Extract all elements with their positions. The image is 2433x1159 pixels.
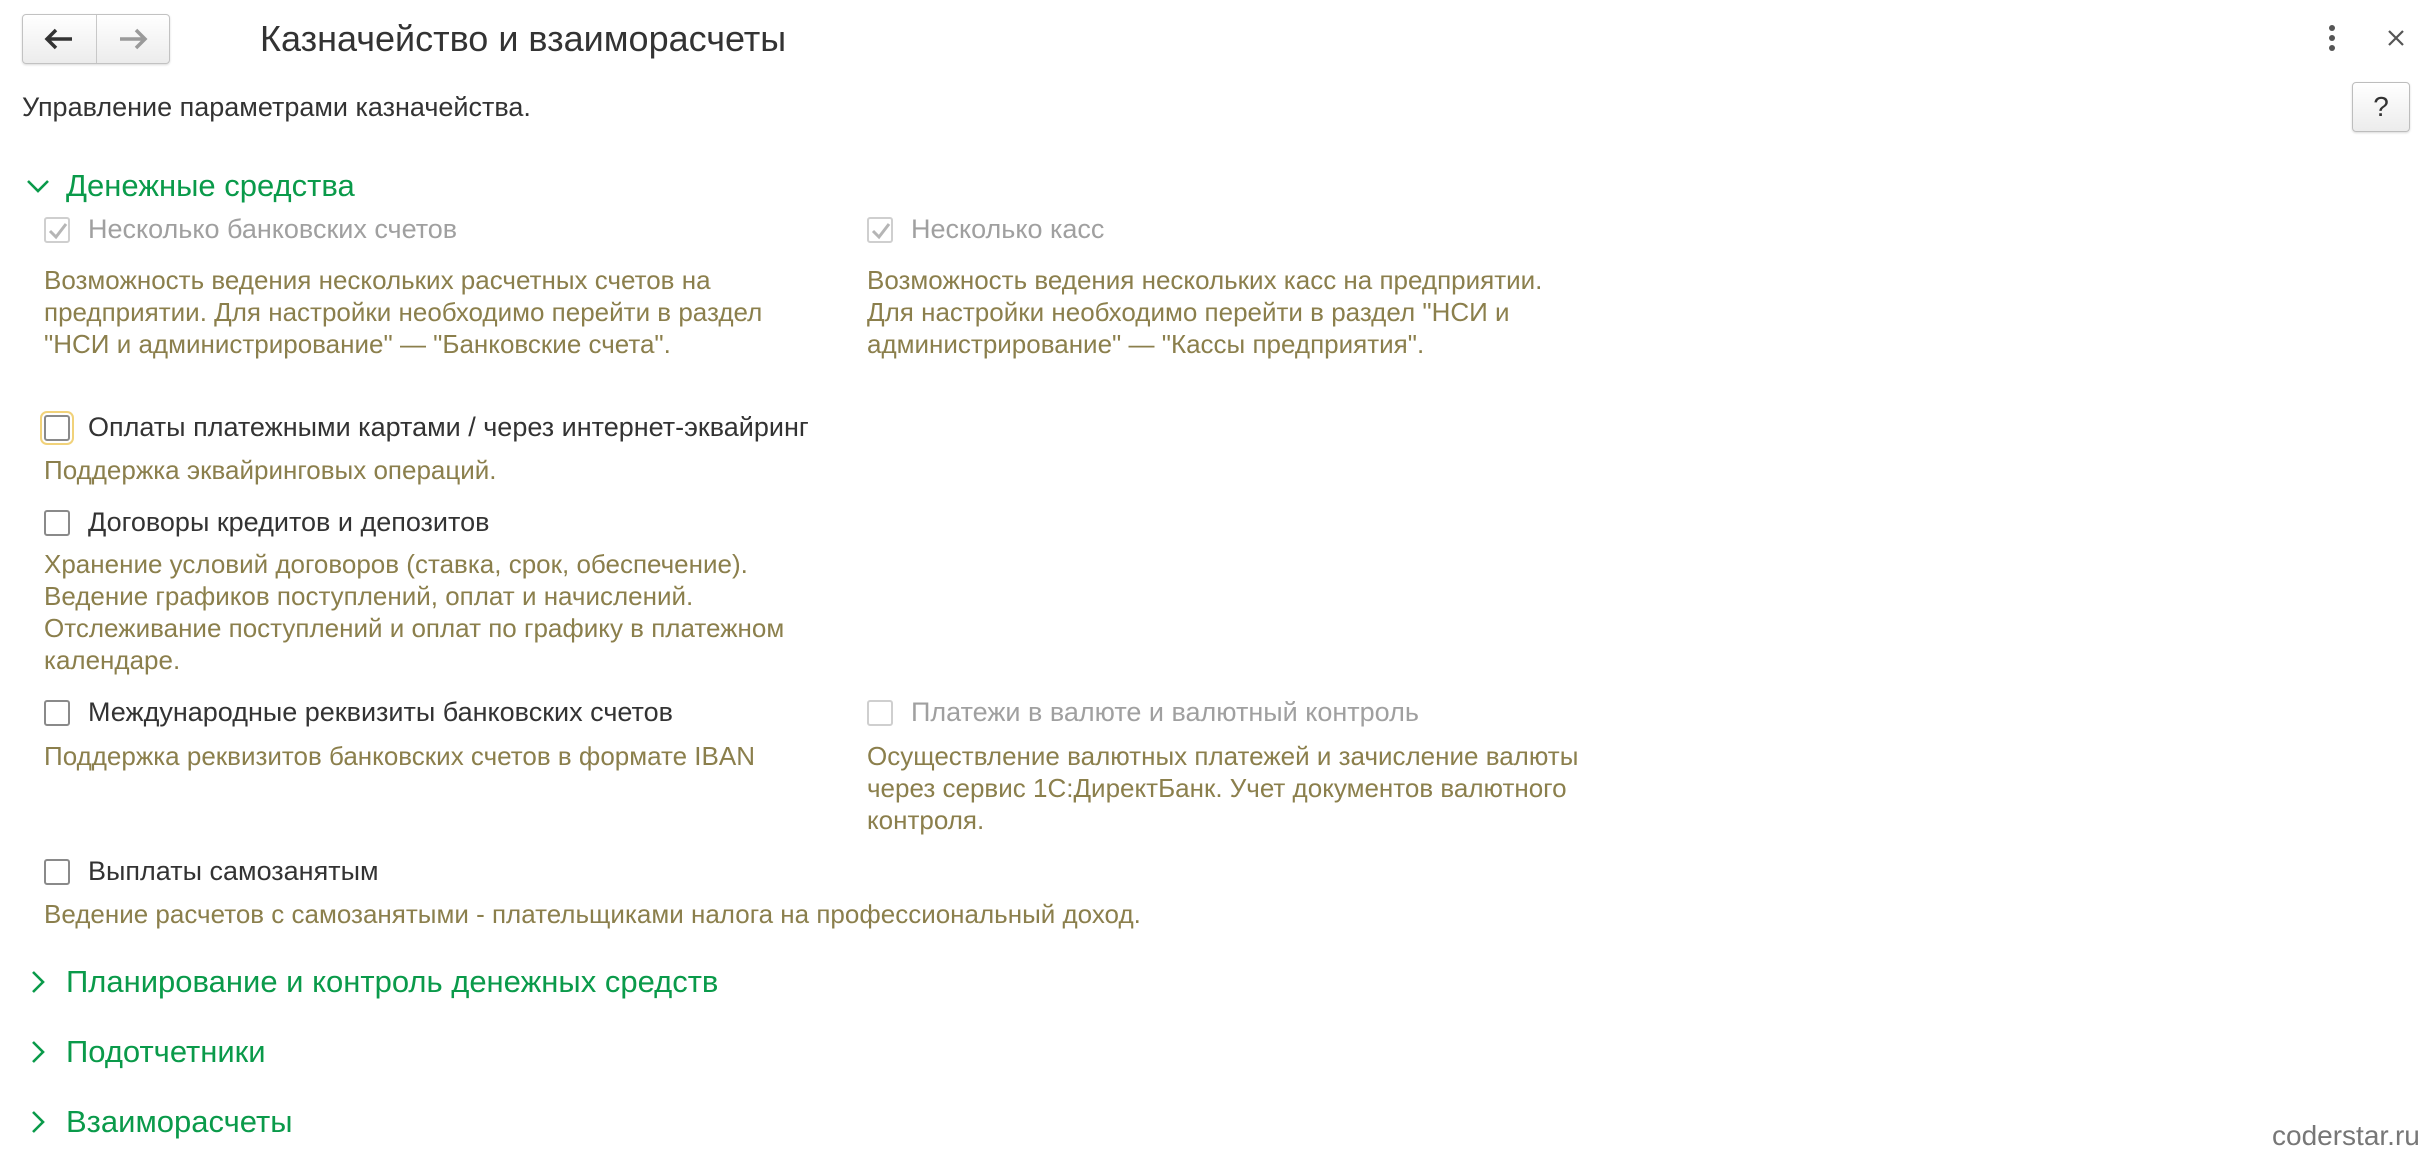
currency-payments-option <box>867 697 1419 728</box>
iban-description <box>44 740 844 772</box>
navigation-buttons <box>22 14 170 64</box>
iban-label: Международные реквизиты банковских счетов <box>88 697 673 727</box>
iban-option <box>44 697 673 728</box>
currency-payments-description <box>867 740 1667 836</box>
more-vertical-icon <box>2328 24 2336 52</box>
description-line: Хранение условий договоров (ставка, срок, обеспечение). <box>44 549 748 579</box>
checkmark-icon <box>870 220 892 242</box>
page-description: Управление параметрами казначейства. <box>22 92 531 122</box>
back-button[interactable] <box>23 15 96 63</box>
arrow-left-icon <box>44 28 74 50</box>
credit-contracts-label: Договоры кредитов и депозитов <box>88 507 490 537</box>
description-line: Отслеживание поступлений и оплат по графику в платежном <box>44 613 785 643</box>
multi-bank-accounts-option <box>44 214 457 245</box>
arrow-right-icon <box>118 28 148 50</box>
chevron-right-icon <box>26 970 50 994</box>
help-button[interactable]: ? <box>2352 82 2410 132</box>
description-line: Возможность ведения нескольких расчетных счетов на <box>44 265 711 295</box>
description-line: Для настройки необходимо перейти в раздел "НСИ и <box>867 297 1510 327</box>
description-line: Осуществление валютных платежей и зачисление валюты <box>867 741 1579 771</box>
group-planning-label: Планирование и контроль денежных средств <box>66 964 719 999</box>
multi-cash-desks-description <box>867 264 1667 360</box>
close-button[interactable] <box>2378 20 2414 56</box>
credit-contracts-checkbox[interactable] <box>44 510 70 536</box>
description-line: Поддержка реквизитов банковских счетов в формате IBAN <box>44 741 755 771</box>
page-title: Казначейство и взаиморасчеты <box>260 18 787 59</box>
card-payments-checkbox[interactable] <box>44 415 70 441</box>
description-line: Ведение расчетов с самозанятыми - плательщиками налога на профессиональный доход. <box>44 899 1141 929</box>
description-line: предприятии. Для настройки необходимо перейти в раздел <box>44 297 763 327</box>
self-employed-option <box>44 856 379 887</box>
credit-contracts-option <box>44 507 489 538</box>
checkmark-icon <box>47 220 69 242</box>
card-payments-description <box>44 454 844 486</box>
group-planning-header[interactable] <box>26 964 718 1000</box>
credit-contracts-description <box>44 548 864 676</box>
multi-cash-desks-checkbox[interactable] <box>867 217 893 243</box>
group-settlements-header[interactable] <box>26 1104 292 1140</box>
multi-bank-accounts-description <box>44 264 844 360</box>
description-line: Возможность ведения нескольких касс на предприятии. <box>867 265 1543 295</box>
multi-bank-accounts-label: Несколько банковских счетов <box>88 214 458 244</box>
description-line: контроля. <box>867 805 985 835</box>
description-line: "НСИ и администрирование" — "Банковские счета". <box>44 329 671 359</box>
close-icon <box>2387 29 2405 47</box>
more-button[interactable] <box>2322 20 2342 56</box>
watermark: coderstar.ru <box>2272 1120 2420 1151</box>
currency-payments-label: Платежи в валюте и валютный контроль <box>911 697 1419 727</box>
description-line: Поддержка эквайринговых операций. <box>44 455 497 485</box>
group-accountable-header[interactable] <box>26 1034 266 1070</box>
self-employed-label: Выплаты самозанятым <box>88 856 379 886</box>
card-payments-label: Оплаты платежными картами / через интернет-эквайринг <box>88 412 809 442</box>
multi-cash-desks-option <box>867 214 1104 245</box>
group-cash-header[interactable] <box>26 168 355 204</box>
group-cash-label: Денежные средства <box>66 168 355 203</box>
multi-bank-accounts-checkbox[interactable] <box>44 217 70 243</box>
chevron-right-icon <box>26 1040 50 1064</box>
card-payments-option <box>44 412 809 443</box>
description-line: через сервис 1С:ДиректБанк. Учет документов валютного <box>867 773 1567 803</box>
iban-checkbox[interactable] <box>44 700 70 726</box>
self-employed-checkbox[interactable] <box>44 859 70 885</box>
chevron-right-icon <box>26 1110 50 1134</box>
currency-payments-checkbox[interactable] <box>867 700 893 726</box>
self-employed-description <box>44 898 1444 930</box>
chevron-down-icon <box>26 174 50 198</box>
group-accountable-label: Подотчетники <box>66 1034 266 1069</box>
description-line: администрирование" — "Кассы предприятия". <box>867 329 1425 359</box>
description-line: Ведение графиков поступлений, оплат и начислений. <box>44 581 694 611</box>
description-line: календаре. <box>44 645 181 675</box>
forward-button[interactable] <box>96 15 170 63</box>
multi-cash-desks-label: Несколько касс <box>911 214 1105 244</box>
group-settlements-label: Взаиморасчеты <box>66 1104 293 1139</box>
